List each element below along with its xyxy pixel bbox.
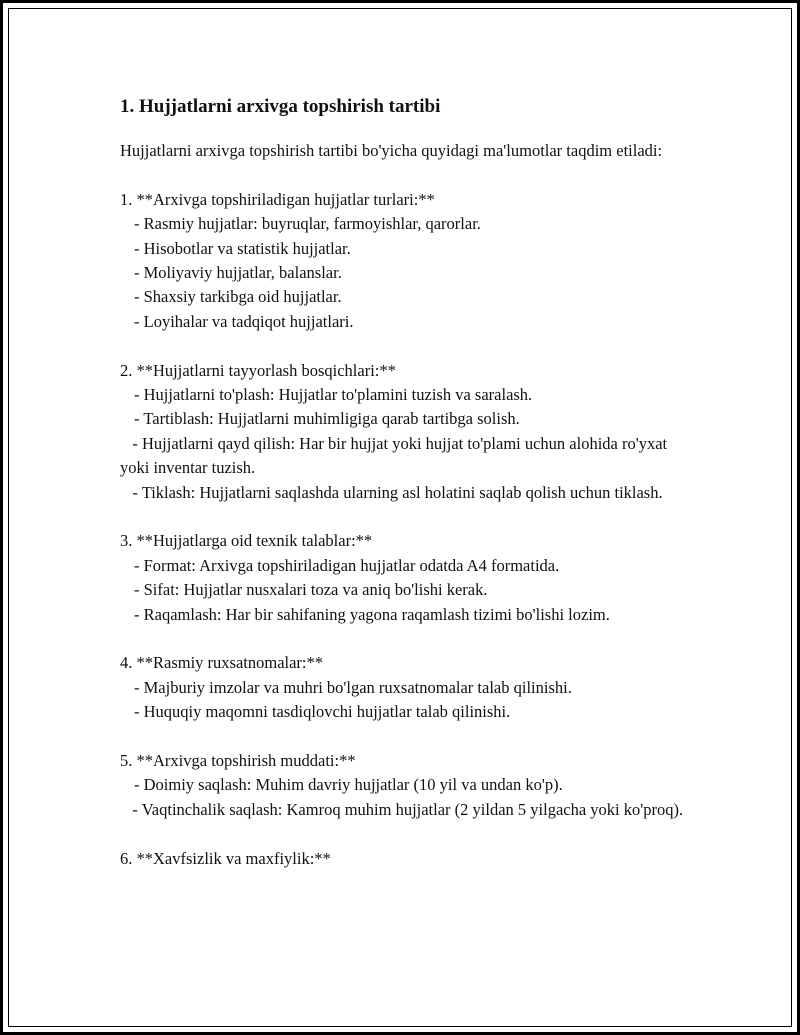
list-item: [120, 481, 690, 505]
list-item: - Moliyaviy hujjatlar, balanslar.: [134, 263, 342, 283]
list-item: - Huquqiy maqomni tasdiqlovchi hujjatlar talab qilinishi.: [134, 702, 511, 722]
list-item: - Loyihalar va tadqiqot hujjatlari.: [134, 311, 354, 331]
section-heading: 1. **Arxivga topshiriladigan hujjatlar turlari:**: [120, 189, 435, 209]
section-heading: 3. **Hujjatlarga oid texnik talablar:**: [120, 531, 373, 551]
document-title: 1. Hujjatlarni arxivga topshirish tartibi: [120, 96, 441, 117]
section-heading: 2. **Hujjatlarni tayyorlash bosqichlari:**: [120, 360, 396, 380]
list-item: - Doimiy saqlash: Muhim davriy hujjatlar (10 yil va undan ko'p).: [134, 775, 563, 795]
list-item: [120, 432, 690, 481]
document-body: [120, 95, 690, 871]
list-item: - Rasmiy hujjatlar: buyruqlar, farmoyishlar, qarorlar.: [134, 214, 481, 234]
list-item-text: - Tiklash: Hujjatlarni saqlashda ularning asl holatini saqlab qolish uchun tiklash.: [132, 482, 663, 502]
list-item-text: - Hujjatlarni qayd qilish: Har bir hujjat yoki hujjat to'plami uchun alohida ro'yxat yoki inventar tuzish.: [120, 433, 668, 478]
list-item: - Sifat: Hujjatlar nusxalari toza va aniq bo'lishi kerak.: [134, 580, 488, 600]
list-item: - Hujjatlarni to'plash: Hujjatlar to'plamini tuzish va saralash.: [134, 385, 533, 405]
section-heading: 5. **Arxivga topshirish muddati:**: [120, 751, 356, 771]
list-item-text: - Vaqtinchalik saqlash: Kamroq muhim hujjatlar (2 yildan 5 yilgacha yoki ko'proq).: [132, 799, 684, 819]
section-5: [120, 749, 690, 822]
section-6: [120, 847, 690, 871]
list-item: - Hisobotlar va statistik hujjatlar.: [134, 238, 351, 258]
section-3: [120, 529, 690, 627]
section-4: [120, 651, 690, 724]
intro-paragraph: Hujjatlarni arxivga topshirish tartibi bo'yicha quyidagi ma'lumotlar taqdim etiladi:: [120, 141, 663, 160]
section-heading: 4. **Rasmiy ruxsatnomalar:**: [120, 653, 324, 673]
section-heading: 6. **Xavfsizlik va maxfiylik:**: [120, 848, 331, 868]
list-item: - Tartiblash: Hujjatlarni muhimligiga qarab tartibga solish.: [134, 409, 520, 429]
section-2: [120, 359, 690, 505]
list-item: [120, 798, 690, 822]
section-1: [120, 188, 690, 334]
list-item: - Raqamlash: Har bir sahifaning yagona raqamlash tizimi bo'lishi lozim.: [134, 604, 610, 624]
list-item: - Majburiy imzolar va muhri bo'lgan ruxsatnomalar talab qilinishi.: [134, 677, 572, 697]
list-item: - Format: Arxivga topshiriladigan hujjatlar odatda A4 formatida.: [134, 555, 560, 575]
list-item: - Shaxsiy tarkibga oid hujjatlar.: [134, 287, 342, 307]
